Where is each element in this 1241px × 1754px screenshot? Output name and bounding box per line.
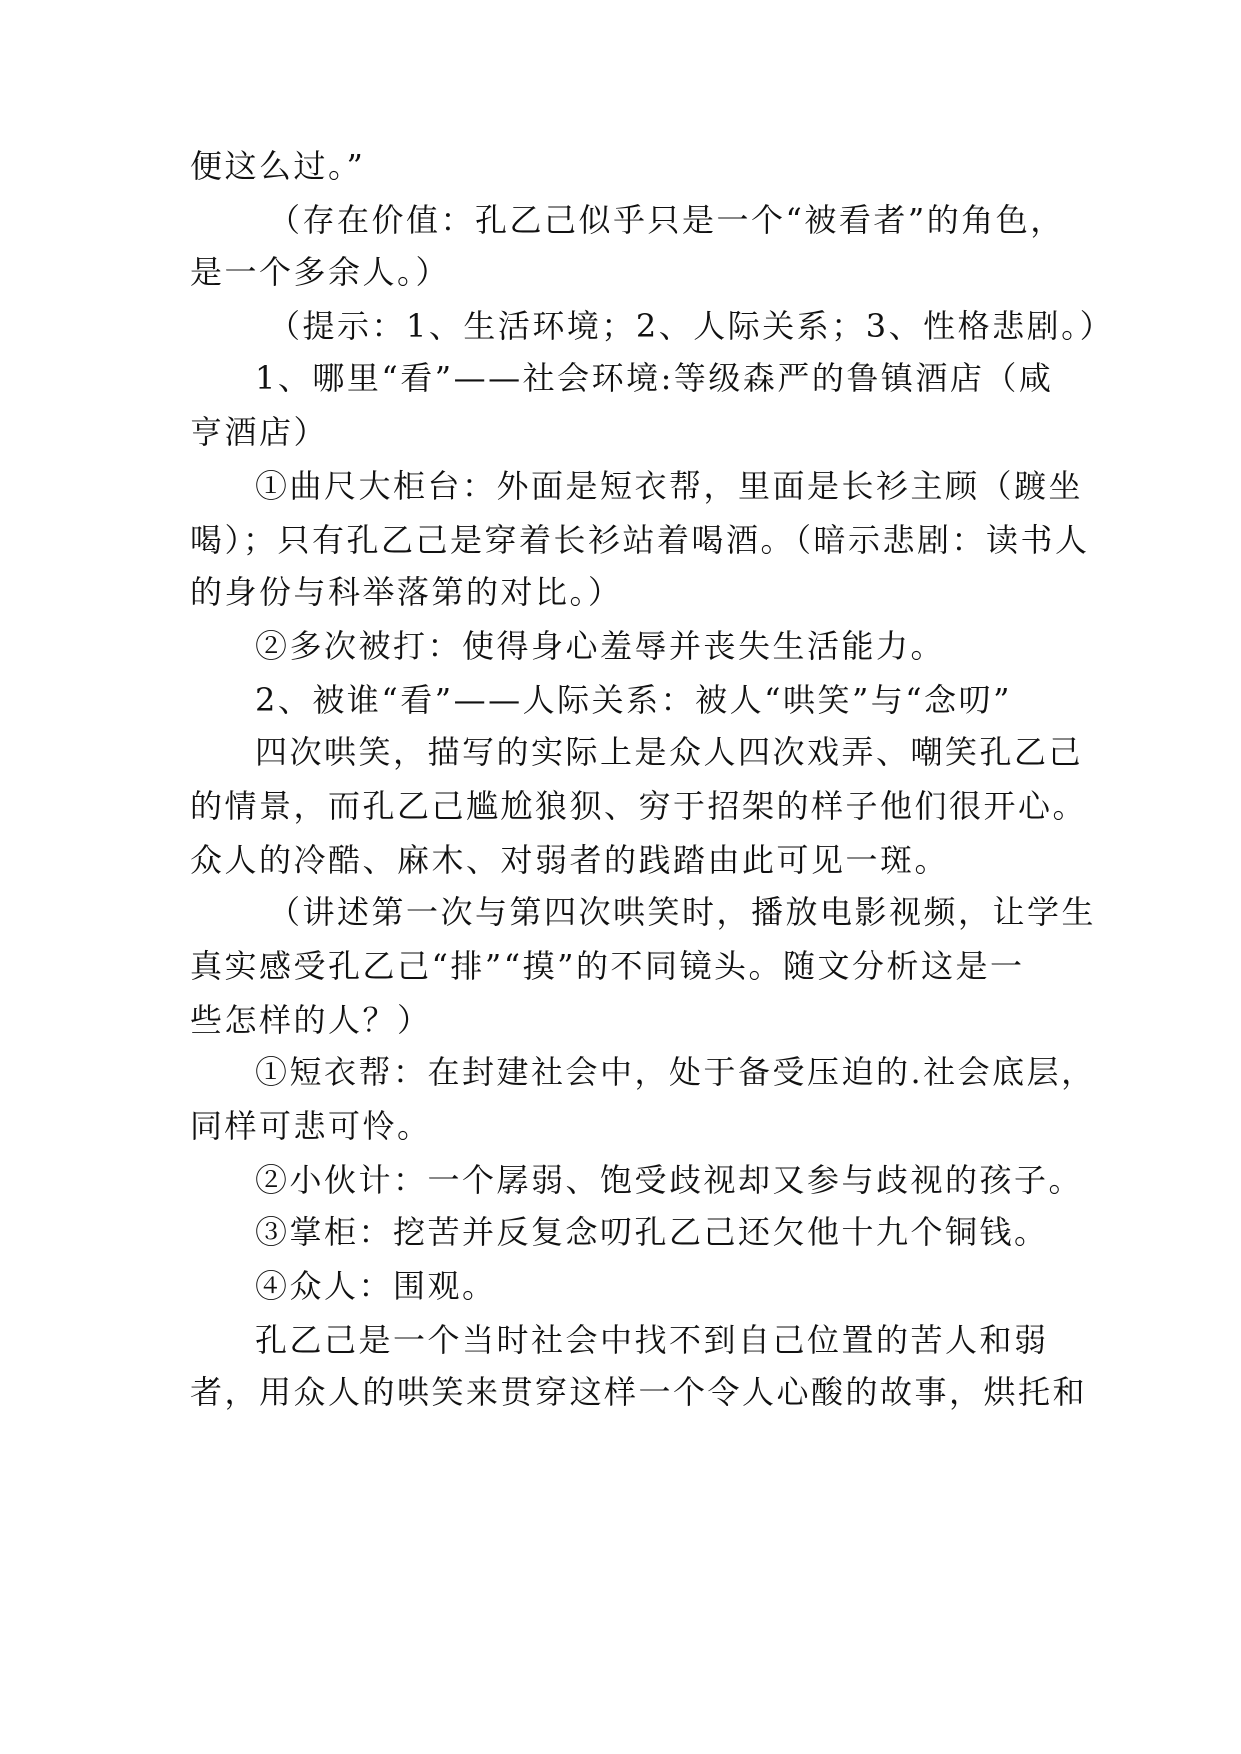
text-line-5: 1、哪里“看”——社会环境:等级森严的鲁镇酒店（咸 [255, 359, 1054, 397]
text-line-18: ①短衣帮：在封建社会中，处于备受压迫的.社会底层， [255, 1053, 1096, 1091]
text-line-24: 者，用众人的哄笑来贯穿这样一个令人心酸的故事，烘托和 [190, 1373, 1088, 1411]
text-line-2: （存在价值：孔乙己似乎只是一个“被看者”的角色， [268, 201, 1065, 239]
text-line-19: 同样可悲可怜。 [190, 1107, 432, 1145]
text-line-13: 的情景，而孔乙己尴尬狼狈、穷于招架的样子他们很开心。 [190, 787, 1088, 825]
text-line-17: 些怎样的人？） [190, 1001, 432, 1039]
text-line-16: 真实感受孔乙己“排”“摸”的不同镜头。随文分析这是一 [190, 947, 1025, 985]
text-line-6: 亨酒店） [190, 413, 329, 451]
text-line-11: 2、被谁“看”——人际关系：被人“哄笑”与“念叨” [255, 681, 1013, 719]
text-line-4: （提示：1、生活环境；2、人际关系；3、性格悲剧。） [268, 307, 1115, 345]
text-line-22: ④众人：围观。 [255, 1267, 497, 1305]
text-line-9: 的身份与科举落第的对比。） [190, 573, 623, 611]
text-line-14: 众人的冷酷、麻木、对弱者的践踏由此可见一斑。 [190, 841, 950, 879]
text-line-1: 便这么过。” [190, 147, 366, 185]
text-line-21: ③掌柜：挖苦并反复念叨孔乙己还欠他十九个铜钱。 [255, 1213, 1049, 1251]
text-line-7: ①曲尺大柜台：外面是短衣帮，里面是长衫主顾（踱坐 [255, 467, 1084, 505]
text-line-10: ②多次被打：使得身心羞辱并丧失生活能力。 [255, 627, 946, 665]
text-line-15: （讲述第一次与第四次哄笑时，播放电影视频，让学生 [268, 893, 1097, 931]
text-line-23: 孔乙己是一个当时社会中找不到自己位置的苦人和弱 [255, 1321, 1049, 1359]
text-line-8: 喝）；只有孔乙己是穿着长衫站着喝酒。（暗示悲剧：读书人 [190, 521, 1090, 559]
text-line-3: 是一个多余人。） [190, 253, 451, 291]
text-line-20: ②小伙计：一个孱弱、饱受歧视却又参与歧视的孩子。 [255, 1161, 1084, 1199]
text-line-12: 四次哄笑，描写的实际上是众人四次戏弄、嘲笑孔乙己 [255, 733, 1084, 771]
